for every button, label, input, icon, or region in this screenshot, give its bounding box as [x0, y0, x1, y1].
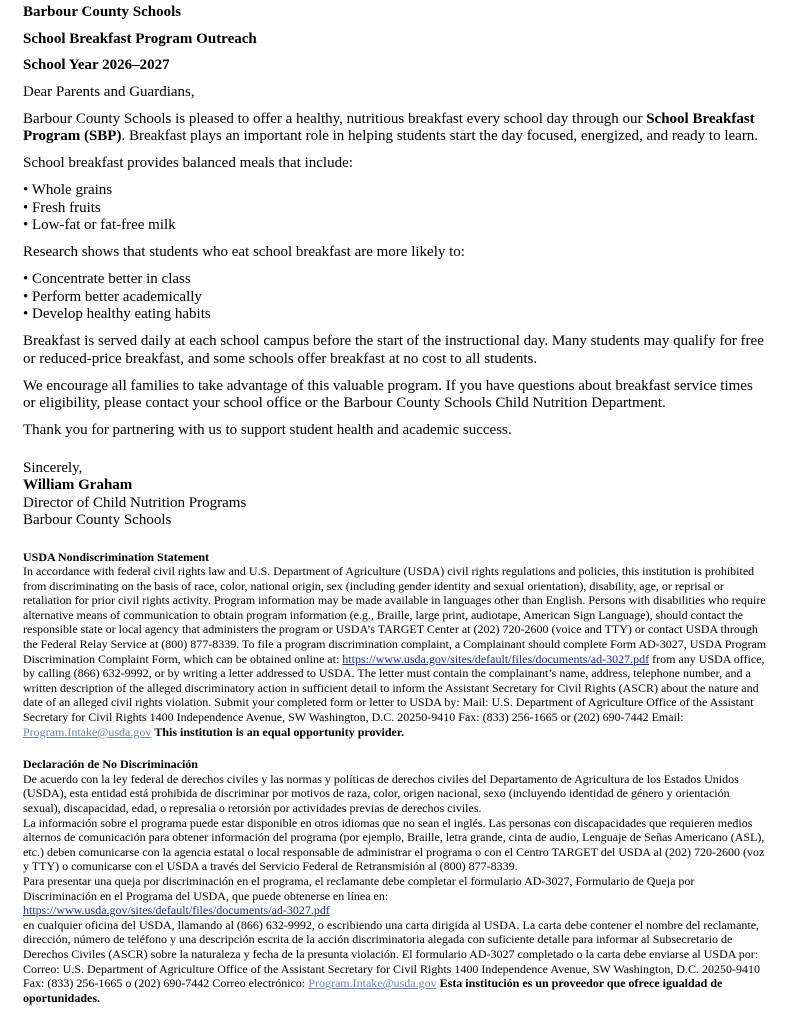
- equal-opportunity-statement: This institution is an equal opportunity provider.: [154, 724, 405, 739]
- statement-text: La información sobre el programa puede estar disponible en otros idiomas que no sean el inglés. Las personas con discapacidades que requieren medios alternos de comunicación para obtener información del programa (por ejemplo, Braille, letra grande, cinta de audio, Lenguaje de Señas Americano (ASL), etc.) deben comunicarse con la agencia estatal o local responsable de administrar el programa o con el Centro TARGET del USDA al (202) 720-2600 (voz y TTY) o comunicarse con el USDA a través del Servicio Federal de Retransmisión al (800) 877-8339.: [23, 815, 765, 874]
- research-intro: Research shows that students who eat school breakfast are more likely to:: [23, 244, 465, 260]
- nondiscrimination-statement-es: [23, 757, 769, 1005]
- list-item: • Develop healthy eating habits: [23, 306, 211, 322]
- list-item: • Low-fat or fat-free milk: [23, 217, 176, 233]
- meals-intro: School breakfast provides balanced meals that include:: [23, 155, 353, 171]
- school-year-heading: School Year 2026–2027: [23, 57, 170, 73]
- program-heading: School Breakfast Program Outreach: [23, 30, 257, 47]
- benefits-list: [23, 271, 769, 324]
- meals-list: [23, 182, 769, 235]
- list-item: • Concentrate better in class: [23, 271, 191, 287]
- statement-text: In accordance with federal civil rights law and U.S. Department of Agriculture (USDA) civil rights regulations and policies, this institution is prohibited from discriminating on the basis of race, color, national origin, sex (including gender identity and sexual orientation), disability, age, or reprisal or retaliation for prior civil rights activity. Program information may be made available in languages other than English. Persons with disabilities who require alternative means of communication to obtain program information (e.g., Braille, large print, audiotape, American Sign Language), should contact the responsible state or local agency that administers the program or USDA’s TARGET Center at (202) 720-2600 (voice and TTY) or contact USDA through the Federal Relay Service at (800) 877-8339. To file a program discrimination complaint, a Complainant should complete Form AD-3027, USDA Program Discrimination Complaint Form, which can be obtained online at:: [23, 564, 767, 666]
- greeting: Dear Parents and Guardians,: [23, 83, 195, 100]
- program-intake-email-link[interactable]: Program.Intake@usda.gov: [23, 724, 152, 739]
- statement-text: en cualquier oficina del USDA, llamando al (866) 632-9992, o escribiendo una carta dirigida al USDA. La carta debe contener el nombre del reclamante, dirección, número de teléfono y una descripción escrita de la acción discriminatoria alegada con suficiente detalle para informar al Subsecretario de Derechos Civiles (ASCR) sobre la naturaleza y fecha de la presunta violación. El formulario AD-3027 completado o la carta debe enviarse al USDA por: Correo: U.S. Department of Agriculture Office of the Assistant Secretary for Civil Rights 1400 Independence Avenue, SW Washington, D.C. 20250-9410 Fax: (833) 256-1665 o (202) 690-7442 Correo electrónico:: [23, 917, 761, 991]
- intro-program-name: School Breakfast Program (SBP): [23, 110, 755, 144]
- signer-name: William Graham: [23, 477, 133, 493]
- program-intake-email-link[interactable]: Program.Intake@usda.gov: [308, 976, 437, 991]
- nondiscrimination-statement-en: [23, 550, 769, 740]
- signer-org: Barbour County Schools: [23, 512, 172, 528]
- signer-title: Director of Child Nutrition Programs: [23, 494, 247, 511]
- closing: Sincerely,: [23, 459, 83, 476]
- signature-block: [23, 460, 769, 530]
- district-heading: Barbour County Schools: [23, 4, 182, 20]
- intro-text-start: Barbour County Schools is pleased to offer a healthy, nutritious breakfast every school day through our: [23, 110, 647, 127]
- intro-paragraph: [23, 111, 769, 146]
- equal-opportunity-statement: Esta institución es un proveedor que ofrece igualdad de oportunidades.: [23, 976, 723, 1005]
- list-item: • Whole grains: [23, 182, 113, 198]
- statement-text: Para presentar una queja por discriminación en el programa, el reclamante debe completar el formulario AD-3027, Formulario de Queja por Discriminación en el Programa del USDA, que puede obtenerse en línea en:: [23, 873, 695, 903]
- statement-title: USDA Nondiscrimination Statement: [23, 549, 210, 564]
- list-item: • Fresh fruits: [23, 199, 101, 216]
- statement-text: De acuerdo con la ley federal de derechos civiles y las normas y políticas de derechos civiles del Departamento de Agricultura de los Estados Unidos (USDA), esta entidad está prohibida de discriminar por motivos de raza, color, origen nacional, sexo (incluyendo identidad de género y orientación sexual), discapacidad, edad, o represalia o retorsión por actividades previas de derechos civiles.: [23, 771, 739, 815]
- intro-text-end: . Breakfast plays an important role in helping students start the day focused, energized, and ready to learn.: [121, 128, 759, 144]
- encourage-paragraph: We encourage all families to take advantage of this valuable program. If you have questions about breakfast service times or eligibility, please contact your school office or the Barbour County Schools Child Nutrition Department.: [23, 377, 753, 411]
- ad3027-form-link[interactable]: https://www.usda.gov/sites/default/files/documents/ad-3027.pdf: [342, 651, 650, 666]
- ad3027-form-link[interactable]: https://www.usda.gov/sites/default/files/documents/ad-3027.pdf: [23, 903, 330, 918]
- list-item: • Perform better academically: [23, 288, 202, 305]
- served-paragraph: Breakfast is served daily at each school campus before the start of the instructional day. Many students may qualify for free or reduced-price breakfast, and some schools offer breakfast at no cost to all students.: [23, 333, 764, 367]
- statement-text: from any USDA office, by calling (866) 632-9992, or by writing a letter addressed to USDA. The letter must contain the complainant’s name, address, telephone number, and a written description of the alleged discriminatory action in sufficient detail to inform the Assistant Secretary for Civil Rights (ASCR) about the nature and date of an alleged civil rights violation. Submit your completed form or letter to USDA by: Mail: U.S. Department of Agriculture Office of the Assistant Secretary for Civil Rights 1400 Independence Avenue, SW Washington, D.C. 20250-9410 Fax: (833) 256-1665 or (202) 690-7442 Email:: [23, 651, 765, 725]
- statement-title: Declaración de No Discriminación: [23, 757, 198, 772]
- thanks-paragraph: Thank you for partnering with us to support student health and academic success.: [23, 422, 512, 438]
